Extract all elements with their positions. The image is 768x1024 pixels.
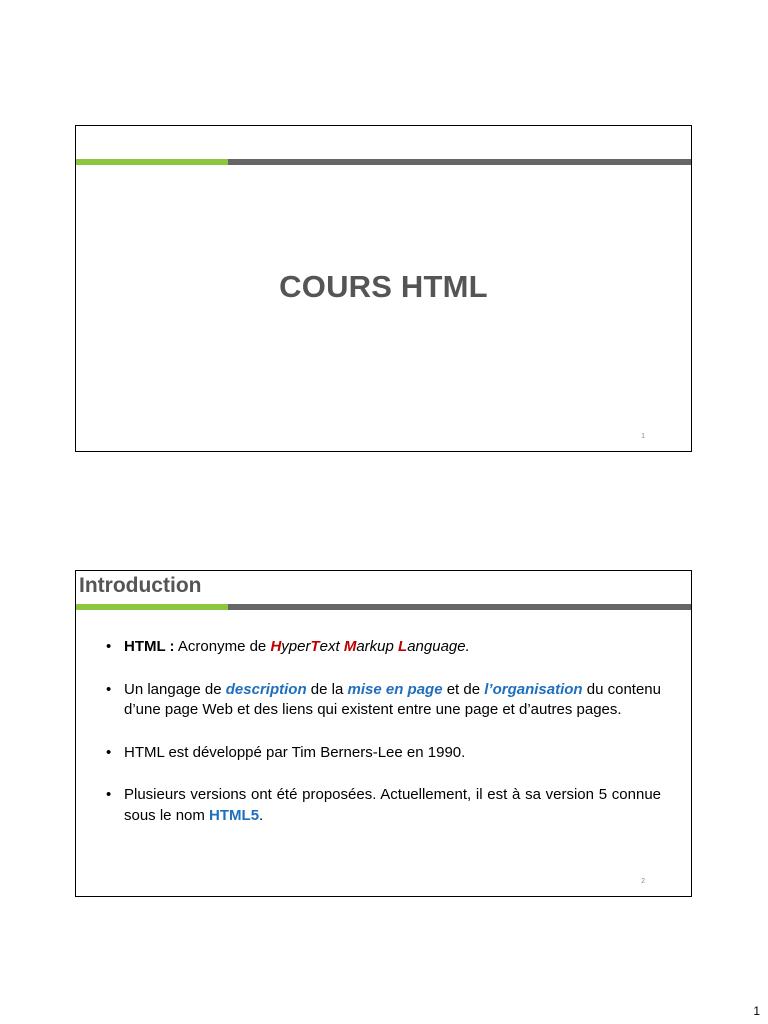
- emphasis-text: mise en page: [347, 680, 443, 698]
- header-bar-accent: [76, 604, 228, 610]
- bullet-item: • HTML est développé par Tim Berners-Lee en 1990.: [106, 743, 661, 764]
- bullet-text: Plusieurs versions ont été proposées. Actuellement, il est à sa version 5 connue sous le nom: [124, 786, 661, 824]
- bullet-text: yper: [281, 638, 311, 655]
- bullet-text: arkup: [356, 638, 399, 655]
- bullet-text: .: [259, 806, 264, 824]
- bullet-text: Un langage de: [124, 680, 226, 698]
- slide-title: COURS HTML: [279, 269, 488, 304]
- acronym-letter: T: [310, 638, 320, 655]
- header-bar: [76, 159, 691, 165]
- emphasis-text: l’organisation: [484, 680, 583, 698]
- emphasis-text: HTML5: [209, 806, 260, 824]
- header-bar-accent: [76, 159, 228, 165]
- page-number: 1: [753, 1004, 760, 1018]
- bullet-list: [106, 637, 661, 848]
- bullet-text: de la: [306, 680, 348, 698]
- slide-number: 2: [641, 878, 645, 885]
- bullet-text: anguage.: [407, 638, 470, 655]
- bullet-label: HTML :: [124, 638, 175, 655]
- bullet-item: [106, 785, 661, 826]
- slide-2: [75, 570, 692, 897]
- bullet-text: ext: [319, 638, 344, 655]
- acronym-letter: H: [270, 638, 282, 655]
- header-bar: [76, 604, 691, 610]
- acronym-letter: M: [343, 638, 357, 655]
- bullet-item: [106, 637, 661, 658]
- acronym-letter: L: [398, 638, 408, 655]
- emphasis-text: description: [225, 680, 307, 698]
- bullet-text: du contenu d’une page Web et des liens qui existent entre une page et d’autres pages.: [124, 680, 661, 718]
- bullet-item: [106, 680, 661, 721]
- bullet-text: et de: [442, 680, 485, 698]
- slide-1: [75, 125, 692, 452]
- slide-heading: Introduction: [79, 574, 202, 597]
- bullet-text: Acronyme de: [174, 638, 271, 655]
- slide-number: 1: [641, 433, 645, 440]
